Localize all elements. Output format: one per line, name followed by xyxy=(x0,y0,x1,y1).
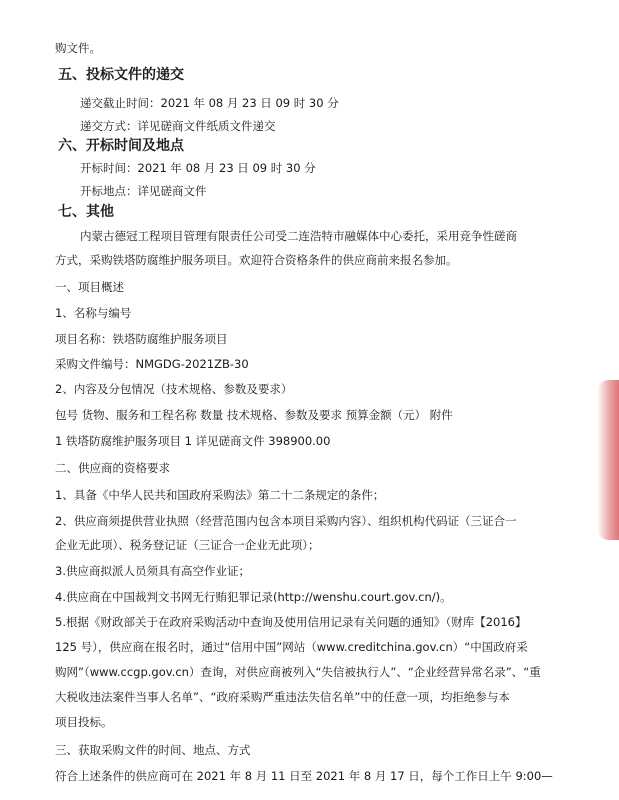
text-line: 购网”（www.ccgp.gov.cn）查询，对供应商被列入“失信被执行人”、“企业经营异常名录”、“重 xyxy=(55,665,541,679)
text-line: 包号 货物、服务和工程名称 数量 技术规格、参数及要求 预算金额（元） 附件 xyxy=(55,408,453,422)
text-line: 5.根据《财政部关于在政府采购活动中查询及使用信用记录有关问题的通知》（财库【2016】 xyxy=(55,615,527,629)
text-line: 递交方式：详见磋商文件纸质文件递交 xyxy=(80,119,276,133)
section-heading: 六、开标时间及地点 xyxy=(58,138,184,154)
text-line: 采购文件编号：NMGDG-2021ZB-30 xyxy=(55,357,249,371)
section-heading: 七、其他 xyxy=(58,204,114,220)
text-line: 递交截止时间：2021 年 08 月 23 日 09 时 30 分 xyxy=(80,96,339,110)
text-line: 符合上述条件的供应商可在 2021 年 8 月 11 日至 2021 年 8 月 17 日，每个工作日上午 9:00— xyxy=(55,769,553,783)
text-line: 方式，采购铁塔防腐维护服务项目。欢迎符合资格条件的供应商前来报名参加。 xyxy=(55,253,458,267)
section-heading: 五、投标文件的递交 xyxy=(58,67,184,83)
text-line: 2、供应商须提供营业执照（经营范围内包含本项目采购内容）、组织机构代码证（三证合一 xyxy=(55,514,517,528)
text-line: 三、获取采购文件的时间、地点、方式 xyxy=(55,743,251,757)
text-line: 2、内容及分包情况（技术规格、参数及要求） xyxy=(55,382,293,396)
text-line: 1、具备《中华人民共和国政府采购法》第二十二条规定的条件； xyxy=(55,488,385,502)
text-line: 4.供应商在中国裁判文书网无行贿犯罪记录(http://wenshu.court.gov.cn/)。 xyxy=(55,590,452,604)
text-line: 企业无此项）、税务登记证（三证合一企业无此项）； xyxy=(55,538,320,552)
text-line: 项目名称：铁塔防腐维护服务项目 xyxy=(55,332,228,346)
text-line: 一、项目概述 xyxy=(55,280,124,294)
text-line: 3.供应商拟派人员须具有高空作业证； xyxy=(55,564,250,578)
text-line: 二、供应商的资格要求 xyxy=(55,461,170,475)
text-line: 开标地点：详见磋商文件 xyxy=(80,184,207,198)
text-line: 大税收违法案件当事人名单”、“政府采购严重违法失信名单”中的任意一项，均拒绝参与本 xyxy=(55,690,510,704)
text-line: 购文件。 xyxy=(55,41,101,55)
text-line: 项目投标。 xyxy=(55,715,113,729)
text-line: 1 铁塔防腐维护服务项目 1 详见磋商文件 398900.00 xyxy=(55,434,331,448)
text-line: 125 号），供应商在报名时，通过“信用中国”网站（www.creditchina.gov.cn）“中国政府采 xyxy=(55,640,528,654)
text-line: 开标时间：2021 年 08 月 23 日 09 时 30 分 xyxy=(80,161,316,175)
text-line: 内蒙古德冠工程项目管理有限责任公司受二连浩特市融媒体中心委托，采用竞争性磋商 xyxy=(80,229,517,243)
text-line: 1、名称与编号 xyxy=(55,306,132,320)
red-seal-stamp xyxy=(597,380,619,540)
